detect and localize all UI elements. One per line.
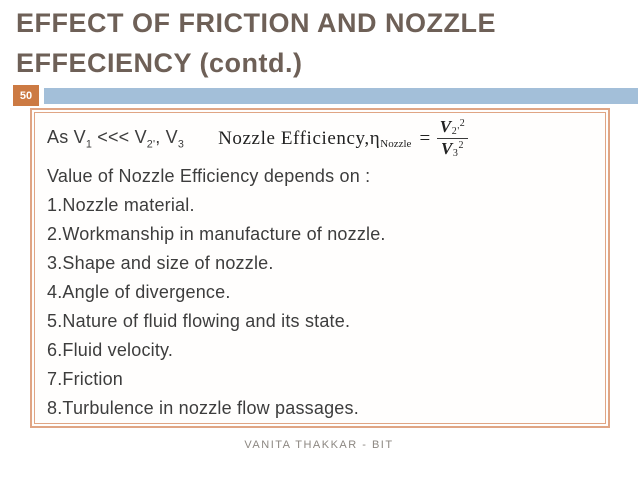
slide-title-line2: EFFECIENCY (contd.): [16, 48, 303, 78]
list-item: 2.Workmanship in manufacture of nozzle.: [47, 224, 386, 244]
fraction-numerator: [437, 118, 469, 140]
denominator-superscript: 2: [458, 140, 465, 151]
numerator-subscript: 2': [451, 125, 460, 137]
numerator-superscript: 2: [459, 117, 466, 129]
velocity-subscript-1: 1: [85, 138, 93, 151]
eta-subscript: Nozzle: [380, 137, 412, 150]
eta-symbol: [370, 128, 412, 150]
formula-label: Nozzle Efficiency,: [218, 127, 370, 149]
slide-title-line1: EFFECT OF FRICTION AND NOZZLE: [16, 8, 496, 38]
velocity-subscript-3: 3: [177, 138, 185, 151]
list-item: 1.Nozzle material.: [47, 195, 195, 215]
denominator-subscript: 3: [452, 148, 459, 159]
velocity-ratio-fraction: [437, 118, 469, 160]
nozzle-efficiency-formula: [218, 118, 468, 160]
denominator-base: V: [440, 139, 453, 158]
content-box-inner: [34, 112, 606, 424]
equals-sign: =: [419, 127, 431, 149]
list-item: 3.Shape and size of nozzle.: [47, 253, 274, 273]
numerator-base: V: [439, 116, 452, 136]
title-divider-bar: [44, 88, 638, 104]
page-number: 50: [19, 89, 33, 102]
velocity-condition-text: As V: [47, 126, 86, 147]
list-item: 7.Friction: [47, 369, 124, 389]
slide-title: [16, 3, 496, 83]
list-item: 8.Turbulence in nozzle flow passages.: [47, 398, 359, 418]
formula-row: [47, 115, 593, 162]
velocity-condition: [47, 127, 184, 151]
velocity-condition-text: , V: [155, 126, 178, 147]
content-box: [30, 108, 610, 428]
list-item: 6.Fluid velocity.: [47, 340, 174, 360]
eta-glyph: η: [369, 127, 381, 149]
footer-credit: VANITA THAKKAR - BIT: [244, 439, 394, 451]
fraction-denominator: [438, 139, 467, 160]
list-item: 4.Angle of divergence.: [47, 282, 231, 302]
list-item: 5.Nature of fluid flowing and its state.: [47, 311, 351, 331]
page-number-badge: [13, 85, 39, 106]
depends-heading: Value of Nozzle Efficiency depends on :: [47, 166, 371, 186]
velocity-subscript-2: 2': [146, 138, 156, 151]
velocity-condition-text: <<< V: [92, 126, 147, 147]
